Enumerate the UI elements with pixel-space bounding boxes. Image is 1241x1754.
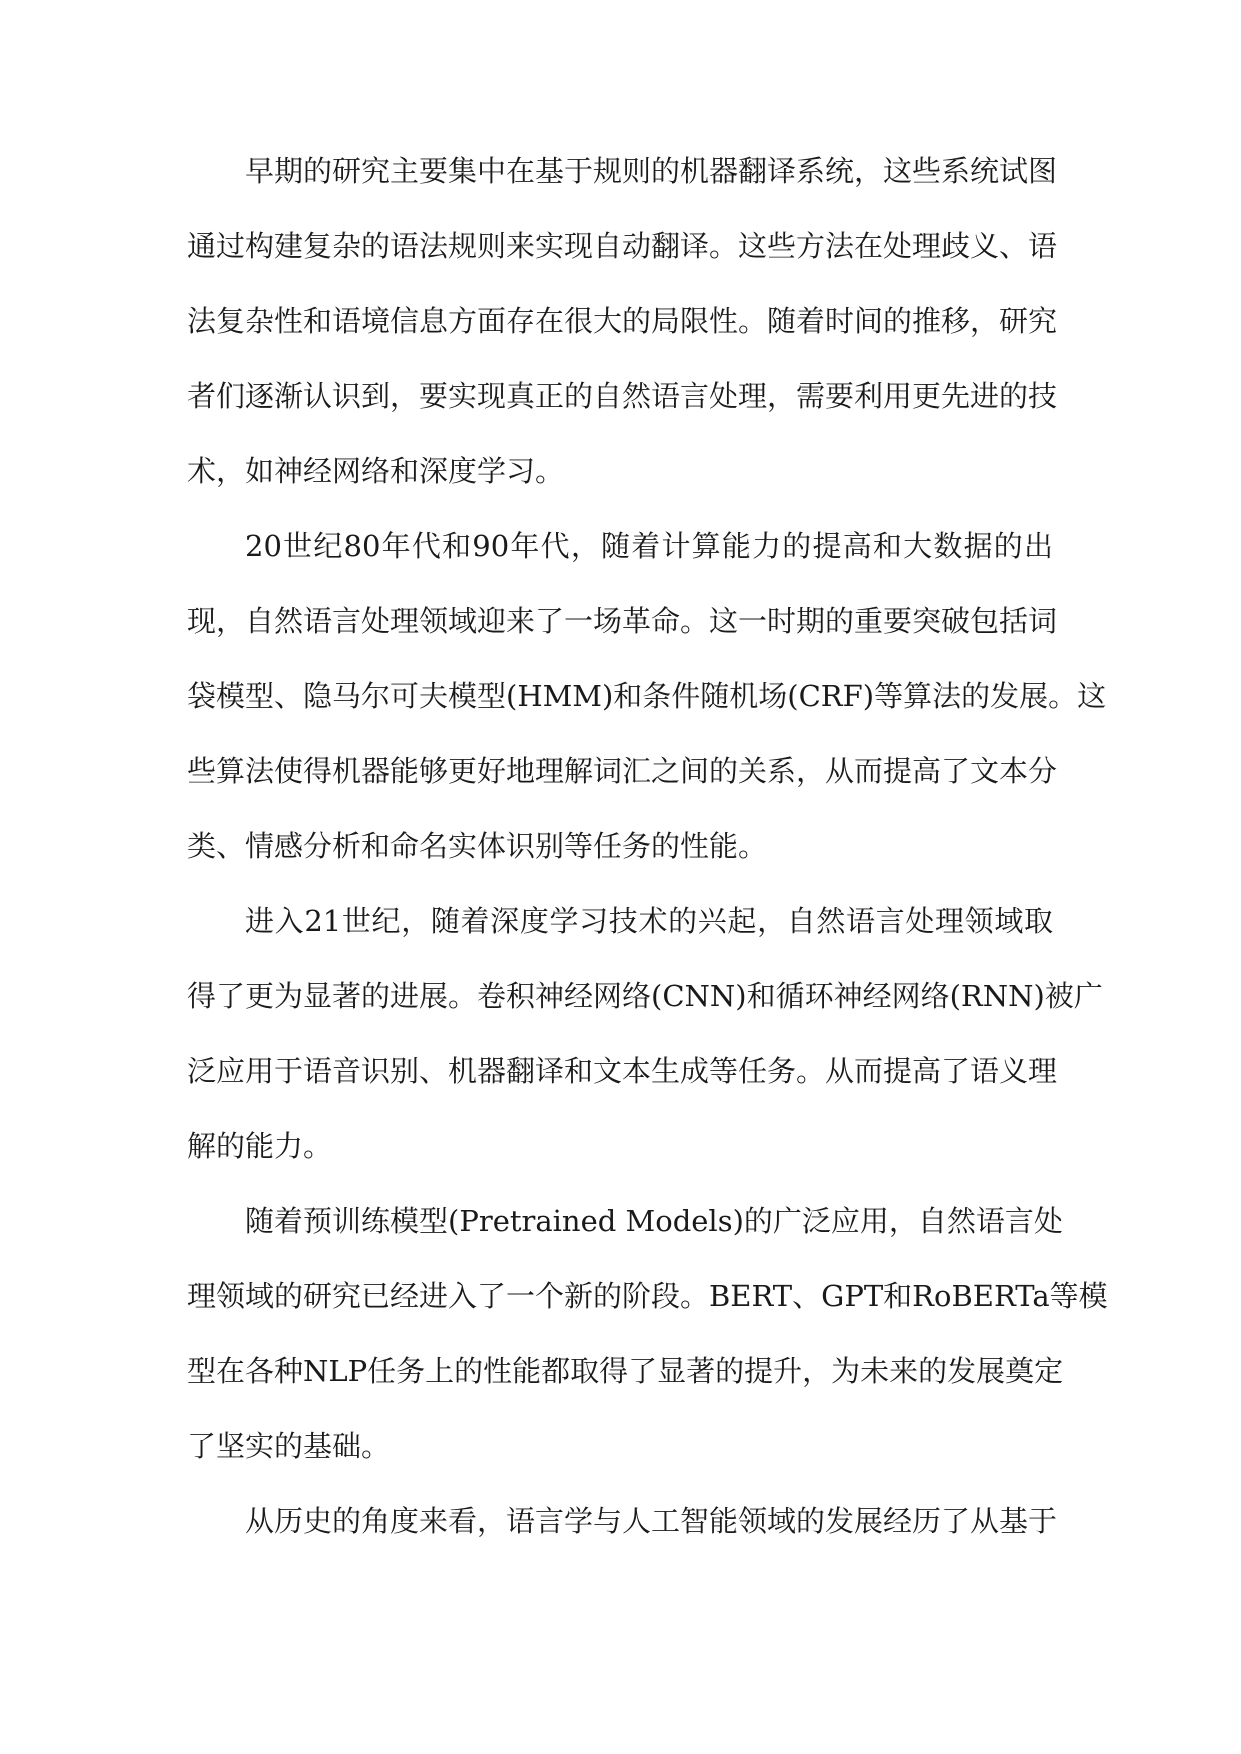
- paragraph-line: 20世纪80年代和90年代，随着计算能力的提高和大数据的出: [245, 529, 1053, 563]
- paragraph-line: 法复杂性和语境信息方面存在很大的局限性。随着时间的推移，研究: [187, 304, 1058, 338]
- paragraph-line: 得了更为显著的进展。卷积神经网络(CNN)和循环神经网络(RNN)被广: [187, 979, 1103, 1013]
- paragraph-line: 泛应用于语音识别、机器翻译和文本生成等任务。从而提高了语义理: [187, 1054, 1058, 1088]
- paragraph-line: 些算法使得机器能够更好地理解词汇之间的关系，从而提高了文本分: [187, 754, 1058, 788]
- paragraph-line: 型在各种NLP任务上的性能都取得了显著的提升，为未来的发展奠定: [187, 1354, 1064, 1388]
- paragraph-line: 理领域的研究已经进入了一个新的阶段。BERT、GPT和RoBERTa等模: [187, 1279, 1108, 1313]
- paragraph-line: 了坚实的基础。: [187, 1429, 391, 1463]
- paragraph-line: 通过构建复杂的语法规则来实现自动翻译。这些方法在处理歧义、语: [187, 229, 1058, 263]
- paragraph-rule-based-translation: [187, 134, 1058, 509]
- paragraph-line: 解的能力。: [187, 1129, 333, 1163]
- paragraph-line: 从历史的角度来看，语言学与人工智能领域的发展经历了从基于: [245, 1504, 1058, 1538]
- paragraph-line: 者们逐渐认识到，要实现真正的自然语言处理，需要利用更先进的技: [187, 379, 1058, 413]
- paragraph-line: 随着预训练模型(Pretrained Models)的广泛应用，自然语言处: [245, 1204, 1063, 1238]
- paragraph-line: 袋模型、隐马尔可夫模型(HMM)和条件随机场(CRF)等算法的发展。这: [187, 679, 1107, 713]
- paragraph-line: 类、情感分析和命名实体识别等任务的性能。: [187, 829, 768, 863]
- paragraph-line: 早期的研究主要集中在基于规则的机器翻译系统，这些系统试图: [245, 154, 1058, 188]
- paragraph-statistical-era: [187, 509, 1107, 884]
- paragraph-line: 术，如神经网络和深度学习。: [187, 454, 565, 488]
- paragraph-deep-learning: [187, 884, 1103, 1184]
- paragraph-pretrained-models: [187, 1184, 1108, 1484]
- paragraph-historical-view: [187, 1484, 1058, 1559]
- document-page: [187, 134, 1108, 1559]
- paragraph-line: 进入21世纪，随着深度学习技术的兴起，自然语言处理领域取: [245, 904, 1053, 938]
- paragraph-line: 现，自然语言处理领域迎来了一场革命。这一时期的重要突破包括词: [187, 604, 1058, 638]
